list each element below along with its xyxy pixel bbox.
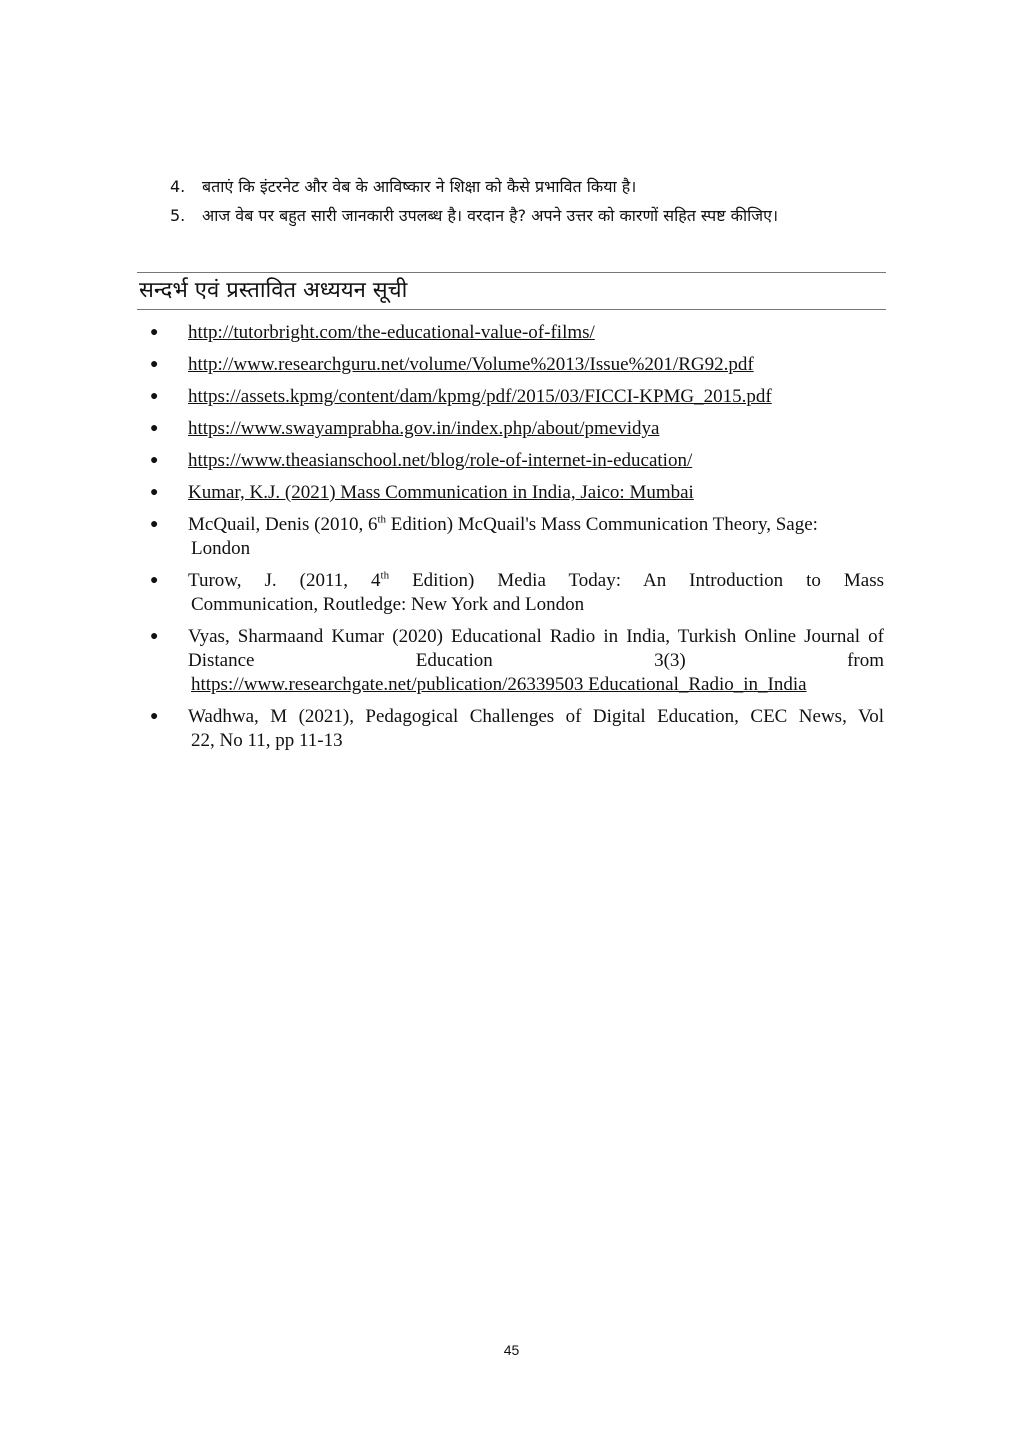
bullet-icon: ● xyxy=(150,485,159,500)
question-item xyxy=(170,172,886,201)
bullet-icon: ● xyxy=(150,357,159,372)
bullet-icon: ● xyxy=(150,629,159,644)
reference-link[interactable]: http://www.researchguru.net/volume/Volume%2013/Issue%201/RG92.pdf xyxy=(188,354,754,375)
reference-item xyxy=(148,353,884,377)
reference-item xyxy=(148,417,884,441)
section-top-rule xyxy=(137,272,886,273)
reference-text: Turow, J. (2011, 4th Edition) Media Today: An Introduction to Mass xyxy=(188,569,884,591)
reference-link[interactable]: https://www.swayamprabha.gov.in/index.php/about/pmevidya xyxy=(188,418,660,439)
reference-item xyxy=(148,569,884,617)
bullet-icon: ● xyxy=(150,453,159,468)
section-bottom-rule xyxy=(137,309,886,310)
bullet-icon: ● xyxy=(150,709,159,724)
reference-text: London xyxy=(191,538,251,559)
question-item xyxy=(170,201,886,230)
section-title: सन्दर्भ एवं प्रस्तावित अध्ययन सूची xyxy=(139,278,408,303)
page-number: 45 xyxy=(503,1342,520,1358)
question-number: 4. xyxy=(170,177,186,196)
reference-text: Communication, Routledge: New York and London xyxy=(191,594,585,615)
reference-item xyxy=(148,705,884,753)
reference-link[interactable]: https://www.theasianschool.net/blog/role-of-internet-in-education/ xyxy=(188,450,693,471)
reference-item xyxy=(148,449,884,473)
reference-item xyxy=(148,481,884,505)
reference-list xyxy=(148,321,884,761)
reference-item xyxy=(148,385,884,409)
bullet-icon: ● xyxy=(150,573,159,588)
bullet-icon: ● xyxy=(150,325,159,340)
reference-text: Vyas, Sharmaand Kumar (2020) Educational Radio in India, Turkish Online Journal of Distance Education 3(3) from xyxy=(188,626,884,671)
question-list xyxy=(170,172,886,230)
reference-link[interactable]: http://tutorbright.com/the-educational-value-of-films/ xyxy=(188,322,595,343)
reference-item xyxy=(148,321,884,345)
reference-link[interactable]: Kumar, K.J. (2021) Mass Communication in India, Jaico: Mumbai xyxy=(188,482,694,503)
bullet-icon: ● xyxy=(150,421,159,436)
reference-item xyxy=(148,625,884,697)
bullet-icon: ● xyxy=(150,389,159,404)
reference-item xyxy=(148,513,884,561)
question-text: बताएं कि इंटरनेट और वेब के आविष्कार ने शिक्षा को कैसे प्रभावित किया है। xyxy=(202,177,637,196)
bullet-icon: ● xyxy=(150,517,159,532)
reference-text: 22, No 11, pp 11-13 xyxy=(191,730,343,751)
reference-link[interactable]: https://www.researchgate.net/publication/26339503 Educational_Radio_in_India xyxy=(191,674,807,695)
question-number: 5. xyxy=(170,206,186,225)
reference-line xyxy=(188,513,884,537)
reference-text: Wadhwa, M (2021), Pedagogical Challenges of Digital Education, CEC News, Vol xyxy=(188,706,884,727)
reference-text: McQuail, Denis (2010, 6th Edition) McQuail's Mass Communication Theory, Sage: xyxy=(188,513,818,535)
question-text: आज वेब पर बहुत सारी जानकारी उपलब्ध है। वरदान है? अपने उत्तर को कारणों सहित स्पष्ट कीजिए। xyxy=(202,206,779,225)
reference-link[interactable]: https://assets.kpmg/content/dam/kpmg/pdf/2015/03/FICCI-KPMG_2015.pdf xyxy=(188,386,772,407)
